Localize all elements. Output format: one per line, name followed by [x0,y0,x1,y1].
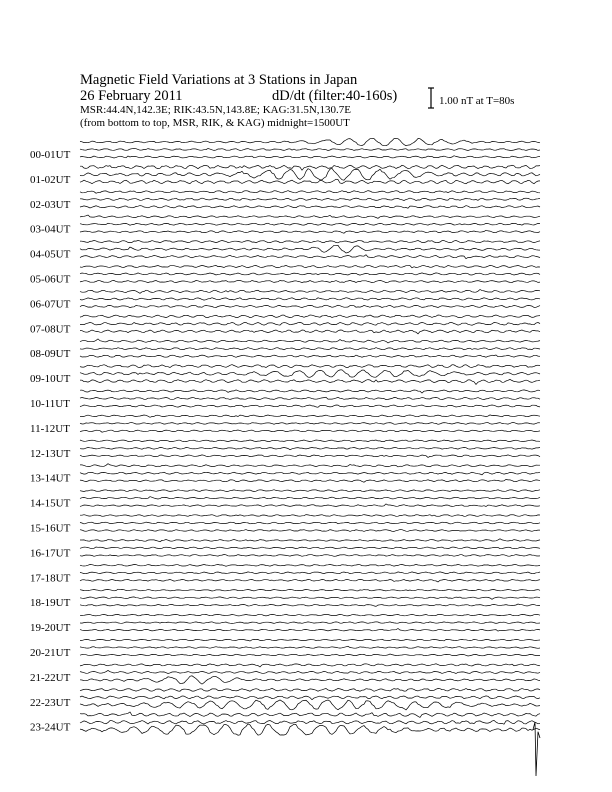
trace-16-17UT-MSR [80,555,540,557]
trace-02-03UT-RIK [80,198,540,200]
hour-label: 06-07UT [30,298,71,311]
scale-bar [428,88,434,108]
hour-label: 10-11UT [30,398,70,410]
trace-11-12UT-KAG [80,415,540,417]
trace-13-14UT-MSR [80,479,540,482]
trace-15-16UT-MSR [80,530,540,532]
trace-04-05UT-RIK [80,245,540,253]
trace-05-06UT-RIK [80,273,540,275]
chart-date: 26 February 2011 [80,88,183,104]
hour-label: 12-13UT [30,447,71,460]
trace-07-08UT-KAG [80,315,540,318]
hour-label: 21-22UT [30,671,71,684]
hour-label: 04-05UT [30,248,71,261]
trace-23-24UT-RIK [80,720,540,724]
trace-06-07UT-RIK [80,298,540,300]
trace-00-01UT-RIK [80,149,540,151]
chart-title: Magnetic Field Variations at 3 Stations in Japan [80,72,358,88]
trace-21-22UT-KAG [80,664,540,667]
hour-label: 01-02UT [30,173,71,186]
trace-20-21UT-KAG [80,639,540,641]
trace-05-06UT-KAG [80,265,540,267]
trace-01-02UT-MSR [80,179,540,184]
trace-17-18UT-RIK [80,572,540,574]
hour-label: 03-04UT [30,223,71,236]
component-label: dD/dt (filter:40-160s) [272,88,398,104]
trace-order-note: (from bottom to top, MSR, RIK, & KAG) midnight=1500UT [80,117,350,129]
hour-label: 16-17UT [30,547,71,560]
hour-label: 23-24UT [30,721,71,734]
hour-label: 17-18UT [30,572,71,585]
trace-10-11UT-RIK [80,397,540,399]
hour-label: 08-09UT [30,348,71,361]
trace-07-08UT-RIK [80,322,540,325]
trace-16-17UT-RIK [80,547,540,549]
trace-11-12UT-RIK [80,423,540,425]
trace-12-13UT-KAG [80,440,540,442]
trace-19-20UT-RIK [80,622,540,624]
hour-label: 22-23UT [30,696,71,709]
trace-13-14UT-KAG [80,464,540,467]
hour-label: 00-01UT [30,149,71,161]
trace-06-07UT-MSR [80,305,540,307]
trace-12-13UT-RIK [80,448,540,450]
trace-22-23UT-RIK [80,696,540,700]
trace-14-15UT-RIK [80,497,540,499]
trace-08-09UT-KAG [80,339,540,343]
trace-10-11UT-MSR [80,405,540,407]
hour-label: 19-20UT [30,622,71,635]
trace-03-04UT-MSR [80,230,540,233]
trace-15-16UT-KAG [80,515,540,517]
hour-label: 07-08UT [30,323,71,336]
station-coordinates: MSR:44.4N,142.3E; RIK:43.5N,143.8E; KAG:31.5N,130.7E [80,104,352,116]
trace-09-10UT-KAG [80,365,540,368]
trace-01-02UT-RIK [80,168,540,180]
trace-03-04UT-KAG [80,215,540,218]
trace-09-10UT-RIK [80,370,540,378]
trace-11-12UT-MSR [80,430,540,432]
scale-bar-label: 1.00 nT at T=80s [439,95,515,107]
trace-10-11UT-KAG [80,390,540,393]
trace-18-19UT-RIK [80,597,540,599]
trace-19-20UT-KAG [80,614,540,616]
hour-label: 15-16UT [30,522,71,535]
hour-label: 14-15UT [30,497,71,510]
trace-21-22UT-RIK [80,670,540,673]
trace-04-05UT-MSR [80,255,540,259]
trace-08-09UT-RIK [80,348,540,350]
trace-09-10UT-MSR [80,379,540,384]
trace-15-16UT-RIK [80,522,540,524]
trace-20-21UT-RIK [80,646,540,648]
hour-label: 13-14UT [30,472,71,485]
trace-18-19UT-MSR [80,604,540,606]
trace-20-21UT-MSR [80,654,540,656]
trace-05-06UT-MSR [80,280,540,282]
trace-22-23UT-KAG [80,688,540,691]
trace-22-23UT-MSR [80,700,540,710]
trace-04-05UT-KAG [80,241,540,243]
trace-02-03UT-MSR [80,206,540,209]
trace-17-18UT-MSR [80,579,540,582]
trace-16-17UT-KAG [80,539,540,542]
trace-21-22UT-MSR [80,676,540,684]
trace-14-15UT-MSR [80,504,540,507]
trace-23-24UT-KAG [80,712,540,717]
trace-06-07UT-KAG [80,290,540,294]
trace-spike-23-24UT-MSR [533,722,540,776]
trace-23-24UT-MSR [80,724,540,735]
trace-07-08UT-MSR [80,330,540,334]
hour-label: 09-10UT [30,373,71,386]
hour-label: 11-12UT [30,422,70,435]
trace-13-14UT-RIK [80,472,540,475]
trace-00-01UT-KAG [80,138,540,145]
hour-label: 18-19UT [30,597,71,610]
trace-14-15UT-KAG [80,490,540,492]
trace-12-13UT-MSR [80,455,540,458]
trace-18-19UT-KAG [80,589,540,591]
trace-17-18UT-KAG [80,564,540,566]
hour-label: 02-03UT [30,198,71,211]
trace-00-01UT-MSR [80,156,540,158]
hour-label: 20-21UT [30,647,71,659]
trace-02-03UT-KAG [80,191,540,194]
trace-19-20UT-MSR [80,629,540,632]
trace-03-04UT-RIK [80,223,540,225]
hour-label: 05-06UT [30,273,71,286]
trace-08-09UT-MSR [80,355,540,357]
